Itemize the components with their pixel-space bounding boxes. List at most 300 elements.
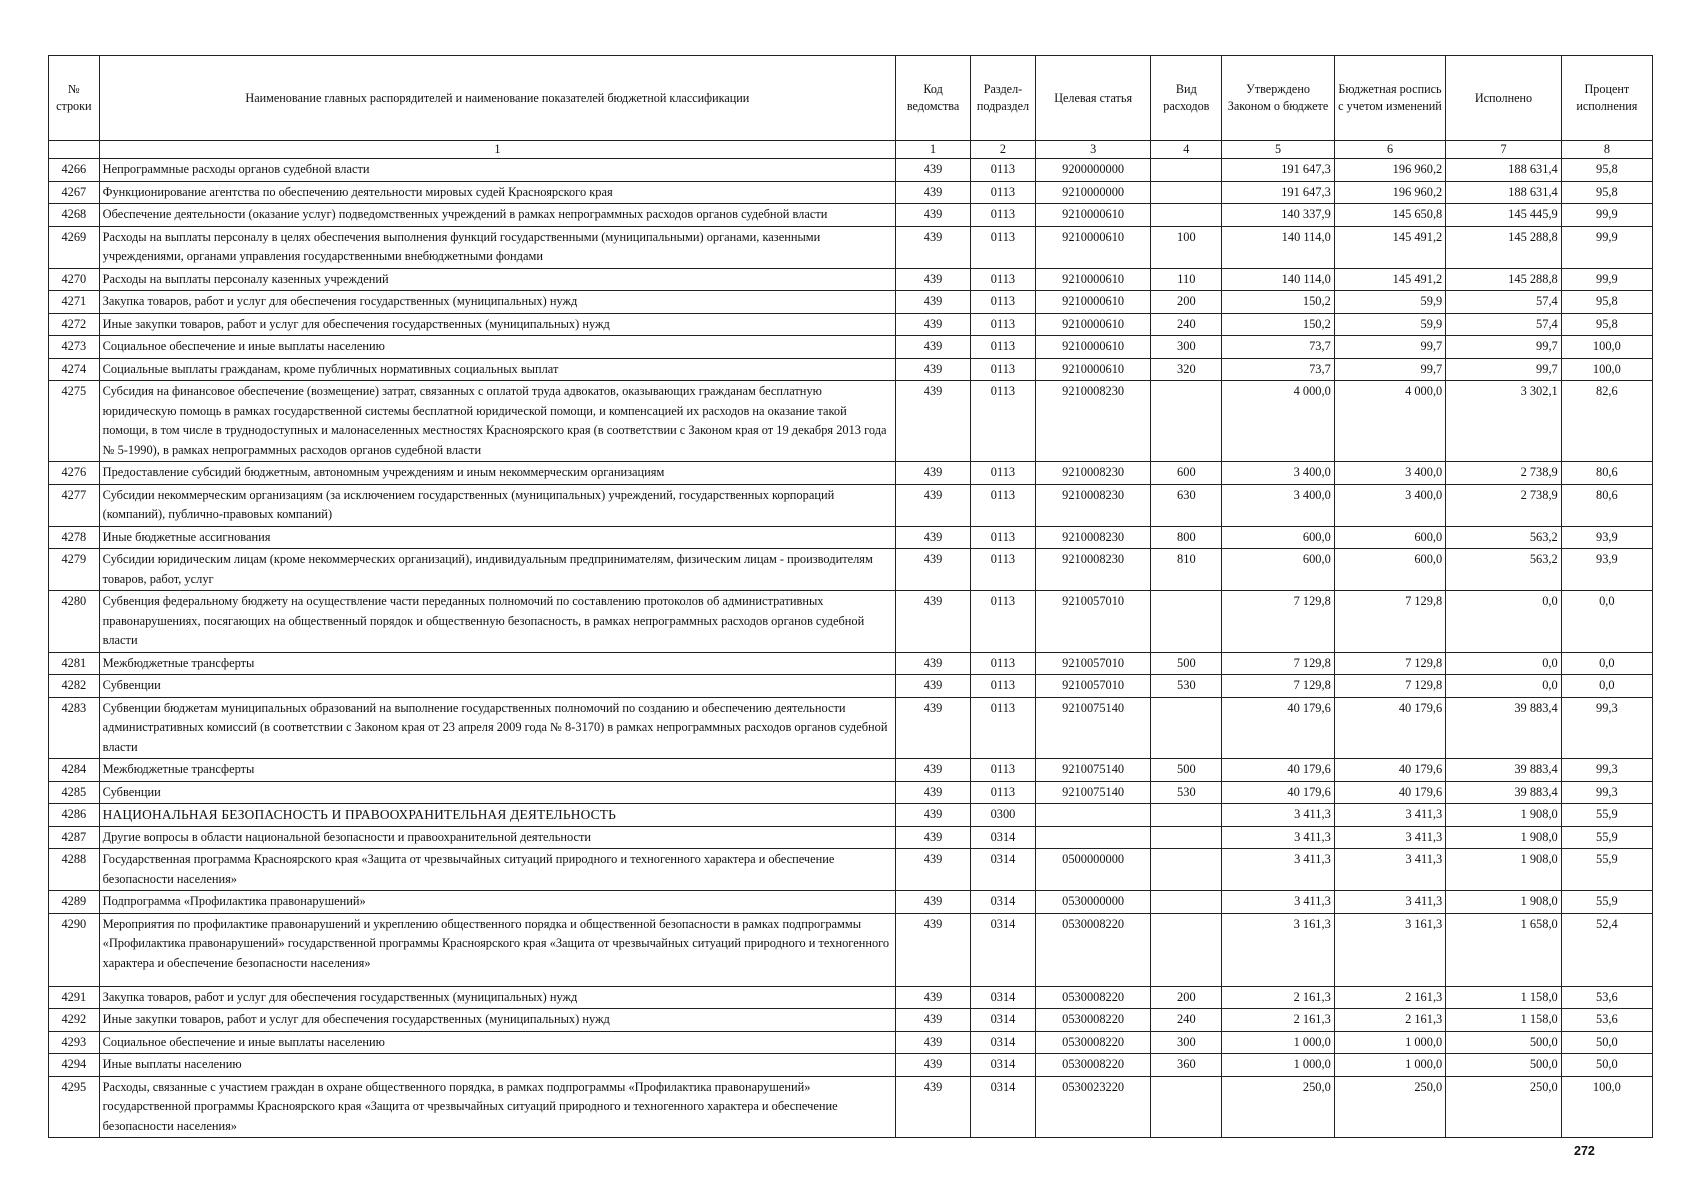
row-target: 0530008220 (1035, 1054, 1151, 1077)
row-expense-type: 500 (1151, 759, 1222, 782)
table-row (49, 313, 1653, 336)
row-percent: 95,8 (1561, 313, 1652, 336)
row-schedule: 4 000,0 (1334, 381, 1445, 462)
table-row (49, 336, 1653, 359)
row-expense-type: 200 (1151, 291, 1222, 314)
row-approved: 150,2 (1222, 313, 1334, 336)
row-percent: 100,0 (1561, 336, 1652, 359)
row-executed: 1 158,0 (1446, 986, 1562, 1009)
row-executed: 500,0 (1446, 1031, 1562, 1054)
row-section: 0113 (971, 381, 1036, 462)
row-number: 4288 (49, 849, 100, 891)
row-dept-code: 439 (896, 204, 971, 227)
row-approved: 40 179,6 (1222, 759, 1334, 782)
row-schedule: 2 161,3 (1334, 1009, 1445, 1032)
row-name: Субвенции (99, 675, 895, 698)
row-percent: 55,9 (1561, 891, 1652, 914)
column-number: 8 (1561, 141, 1652, 159)
row-schedule: 1 000,0 (1334, 1031, 1445, 1054)
row-expense-type: 600 (1151, 462, 1222, 485)
table-row (49, 826, 1653, 849)
row-name: Закупка товаров, работ и услуг для обеспечения государственных (муниципальных) нужд (99, 986, 895, 1009)
row-target (1035, 804, 1151, 827)
row-approved: 150,2 (1222, 291, 1334, 314)
row-expense-type (1151, 181, 1222, 204)
row-number: 4273 (49, 336, 100, 359)
row-approved: 3 400,0 (1222, 462, 1334, 485)
row-name: Государственная программа Красноярского края «Защита от чрезвычайных ситуаций природного и техногенного характера и обеспечение безопасности населения» (99, 849, 895, 891)
row-section: 0113 (971, 697, 1036, 759)
row-approved: 250,0 (1222, 1076, 1334, 1138)
table-row (49, 1009, 1653, 1032)
column-number: 1 (896, 141, 971, 159)
row-schedule: 59,9 (1334, 313, 1445, 336)
row-dept-code: 439 (896, 1054, 971, 1077)
row-number: 4290 (49, 913, 100, 986)
table-row (49, 891, 1653, 914)
row-executed: 39 883,4 (1446, 759, 1562, 782)
row-expense-type (1151, 697, 1222, 759)
row-executed: 0,0 (1446, 675, 1562, 698)
row-approved: 73,7 (1222, 358, 1334, 381)
table-row (49, 291, 1653, 314)
row-number: 4293 (49, 1031, 100, 1054)
row-dept-code: 439 (896, 484, 971, 526)
row-dept-code: 439 (896, 336, 971, 359)
row-section: 0113 (971, 526, 1036, 549)
row-section: 0314 (971, 1009, 1036, 1032)
row-expense-type: 630 (1151, 484, 1222, 526)
row-schedule: 145 491,2 (1334, 226, 1445, 268)
header-target: Целевая статья (1035, 56, 1151, 141)
table-row (49, 781, 1653, 804)
row-target: 9210008230 (1035, 381, 1151, 462)
row-percent: 99,9 (1561, 268, 1652, 291)
row-dept-code: 439 (896, 358, 971, 381)
row-schedule: 600,0 (1334, 549, 1445, 591)
row-schedule: 600,0 (1334, 526, 1445, 549)
row-name: НАЦИОНАЛЬНАЯ БЕЗОПАСНОСТЬ И ПРАВООХРАНИТЕЛЬНАЯ ДЕЯТЕЛЬНОСТЬ (99, 804, 895, 827)
row-schedule: 1 000,0 (1334, 1054, 1445, 1077)
row-name: Межбюджетные трансферты (99, 652, 895, 675)
row-percent: 100,0 (1561, 358, 1652, 381)
row-dept-code: 439 (896, 226, 971, 268)
row-expense-type: 320 (1151, 358, 1222, 381)
table-row (49, 986, 1653, 1009)
row-target: 9210075140 (1035, 697, 1151, 759)
row-executed: 500,0 (1446, 1054, 1562, 1077)
row-target: 9210008230 (1035, 549, 1151, 591)
table-row (49, 526, 1653, 549)
row-expense-type (1151, 204, 1222, 227)
row-number: 4283 (49, 697, 100, 759)
row-name: Другие вопросы в области национальной безопасности и правоохранительной деятельности (99, 826, 895, 849)
row-number: 4277 (49, 484, 100, 526)
row-number: 4294 (49, 1054, 100, 1077)
row-target: 0530023220 (1035, 1076, 1151, 1138)
row-schedule: 3 411,3 (1334, 826, 1445, 849)
table-row (49, 652, 1653, 675)
row-section: 0113 (971, 591, 1036, 653)
row-number: 4269 (49, 226, 100, 268)
row-expense-type: 240 (1151, 1009, 1222, 1032)
table-row (49, 675, 1653, 698)
row-percent: 55,9 (1561, 804, 1652, 827)
row-dept-code: 439 (896, 1009, 971, 1032)
row-dept-code: 439 (896, 291, 971, 314)
row-approved: 73,7 (1222, 336, 1334, 359)
table-row (49, 1076, 1653, 1138)
column-number (49, 141, 100, 159)
row-expense-type: 810 (1151, 549, 1222, 591)
column-number: 7 (1446, 141, 1562, 159)
row-name: Межбюджетные трансферты (99, 759, 895, 782)
row-percent: 53,6 (1561, 1009, 1652, 1032)
row-percent: 95,8 (1561, 291, 1652, 314)
row-executed: 188 631,4 (1446, 159, 1562, 182)
row-number: 4282 (49, 675, 100, 698)
row-target: 9210000610 (1035, 204, 1151, 227)
row-approved: 1 000,0 (1222, 1031, 1334, 1054)
row-number: 4272 (49, 313, 100, 336)
row-percent: 0,0 (1561, 591, 1652, 653)
row-section: 0113 (971, 181, 1036, 204)
row-schedule: 7 129,8 (1334, 591, 1445, 653)
column-number: 2 (971, 141, 1036, 159)
row-expense-type (1151, 826, 1222, 849)
row-name: Иные закупки товаров, работ и услуг для обеспечения государственных (муниципальных) нужд (99, 1009, 895, 1032)
row-number: 4285 (49, 781, 100, 804)
table-header-row (49, 56, 1653, 141)
row-executed: 188 631,4 (1446, 181, 1562, 204)
row-dept-code: 439 (896, 849, 971, 891)
row-name: Субсидия на финансовое обеспечение (возмещение) затрат, связанных с оплатой труда адвокатов, оказывающих гражданам бесплатную юридическую помощь в рамках государственной системы бесплатной юридической помощи, и компенсацией их расходов на оказание такой помощи, в том числе в труднодоступных и малонаселенных местностях Красноярского края (в соответствии с Законом края от 19 декабря 2013 года № 5-1990), в рамках непрограммных расходов органов судебной власти (99, 381, 895, 462)
row-section: 0300 (971, 804, 1036, 827)
row-approved: 3 411,3 (1222, 804, 1334, 827)
row-name: Иные закупки товаров, работ и услуг для обеспечения государственных (муниципальных) нужд (99, 313, 895, 336)
row-dept-code: 439 (896, 891, 971, 914)
row-percent: 82,6 (1561, 381, 1652, 462)
row-schedule: 145 650,8 (1334, 204, 1445, 227)
row-name: Мероприятия по профилактике правонарушений и укреплению общественного порядка и общественной безопасности в рамках подпрограммы «Профилактика правонарушений» государственной программы Красноярского края «Защита от чрезвычайных ситуаций природного и техногенного характера и обеспечение безопасности населения» (99, 913, 895, 986)
row-section: 0113 (971, 159, 1036, 182)
row-dept-code: 439 (896, 549, 971, 591)
budget-table (48, 55, 1653, 1138)
row-target (1035, 826, 1151, 849)
row-executed: 57,4 (1446, 291, 1562, 314)
row-name: Субвенция федеральному бюджету на осуществление части переданных полномочий по составлению протоколов об административных правонарушениях, посягающих на общественный порядок и общественную безопасность, в рамках непрограммных расходов органов судебной власти (99, 591, 895, 653)
row-schedule: 3 411,3 (1334, 891, 1445, 914)
row-approved: 2 161,3 (1222, 1009, 1334, 1032)
column-number: 6 (1334, 141, 1445, 159)
row-expense-type: 530 (1151, 781, 1222, 804)
row-executed: 0,0 (1446, 652, 1562, 675)
header-schedule: Бюджетная роспись с учетом изменений (1334, 56, 1445, 141)
row-executed: 1 908,0 (1446, 891, 1562, 914)
row-executed: 2 738,9 (1446, 462, 1562, 485)
row-name: Иные выплаты населению (99, 1054, 895, 1077)
row-executed: 99,7 (1446, 358, 1562, 381)
table-body (49, 159, 1653, 1138)
row-number: 4275 (49, 381, 100, 462)
row-approved: 3 411,3 (1222, 826, 1334, 849)
row-target: 9210008230 (1035, 526, 1151, 549)
row-number: 4276 (49, 462, 100, 485)
row-target: 0530000000 (1035, 891, 1151, 914)
row-name: Субсидии юридическим лицам (кроме некоммерческих организаций), индивидуальным предпринимателям, физическим лицам - производителям товаров, работ, услуг (99, 549, 895, 591)
row-name: Расходы на выплаты персоналу в целях обеспечения выполнения функций государственными (муниципальными) органами, казенными учреждениями, органами управления государственными внебюджетными фондами (99, 226, 895, 268)
row-percent: 99,3 (1561, 759, 1652, 782)
row-percent: 50,0 (1561, 1031, 1652, 1054)
row-approved: 40 179,6 (1222, 781, 1334, 804)
row-number: 4278 (49, 526, 100, 549)
row-target: 0530008220 (1035, 913, 1151, 986)
row-schedule: 3 411,3 (1334, 849, 1445, 891)
row-name: Социальное обеспечение и иные выплаты населению (99, 336, 895, 359)
row-section: 0314 (971, 986, 1036, 1009)
row-section: 0113 (971, 675, 1036, 698)
row-section: 0314 (971, 1054, 1036, 1077)
row-approved: 191 647,3 (1222, 181, 1334, 204)
row-approved: 600,0 (1222, 549, 1334, 591)
row-dept-code: 439 (896, 781, 971, 804)
row-name: Расходы, связанные с участием граждан в охране общественного порядка, в рамках подпрограммы «Профилактика правонарушений» государственной программы Красноярского края «Защита от чрезвычайных ситуаций природного и техногенного характера и обеспечение безопасности населения» (99, 1076, 895, 1138)
row-target: 9200000000 (1035, 159, 1151, 182)
row-number: 4295 (49, 1076, 100, 1138)
row-name: Обеспечение деятельности (оказание услуг) подведомственных учреждений в рамках непрограммных расходов органов судебной власти (99, 204, 895, 227)
row-expense-type (1151, 591, 1222, 653)
row-percent: 0,0 (1561, 652, 1652, 675)
row-section: 0113 (971, 549, 1036, 591)
row-approved: 3 411,3 (1222, 849, 1334, 891)
row-target: 0530008220 (1035, 986, 1151, 1009)
column-number: 4 (1151, 141, 1222, 159)
table-row (49, 462, 1653, 485)
row-approved: 3 161,3 (1222, 913, 1334, 986)
table-row (49, 1054, 1653, 1077)
table-row (49, 226, 1653, 268)
row-schedule: 59,9 (1334, 291, 1445, 314)
table-row (49, 381, 1653, 462)
row-section: 0314 (971, 1076, 1036, 1138)
row-schedule: 196 960,2 (1334, 181, 1445, 204)
row-number: 4281 (49, 652, 100, 675)
row-name: Закупка товаров, работ и услуг для обеспечения государственных (муниципальных) нужд (99, 291, 895, 314)
row-number: 4286 (49, 804, 100, 827)
row-section: 0113 (971, 484, 1036, 526)
row-approved: 140 337,9 (1222, 204, 1334, 227)
row-approved: 40 179,6 (1222, 697, 1334, 759)
table-row (49, 484, 1653, 526)
row-section: 0113 (971, 358, 1036, 381)
row-approved: 3 400,0 (1222, 484, 1334, 526)
row-percent: 50,0 (1561, 1054, 1652, 1077)
row-dept-code: 439 (896, 313, 971, 336)
row-expense-type (1151, 804, 1222, 827)
row-target: 9210008230 (1035, 462, 1151, 485)
row-section: 0314 (971, 891, 1036, 914)
table-row (49, 268, 1653, 291)
row-dept-code: 439 (896, 462, 971, 485)
row-schedule: 3 411,3 (1334, 804, 1445, 827)
row-schedule: 196 960,2 (1334, 159, 1445, 182)
row-percent: 99,9 (1561, 226, 1652, 268)
row-percent: 99,9 (1561, 204, 1652, 227)
row-schedule: 145 491,2 (1334, 268, 1445, 291)
row-dept-code: 439 (896, 159, 971, 182)
row-executed: 145 288,8 (1446, 268, 1562, 291)
row-target: 9210000610 (1035, 313, 1151, 336)
row-executed: 250,0 (1446, 1076, 1562, 1138)
row-percent: 55,9 (1561, 849, 1652, 891)
row-target: 9210000610 (1035, 226, 1151, 268)
row-executed: 1 658,0 (1446, 913, 1562, 986)
row-percent: 80,6 (1561, 484, 1652, 526)
row-percent: 99,3 (1561, 697, 1652, 759)
row-expense-type: 200 (1151, 986, 1222, 1009)
row-dept-code: 439 (896, 759, 971, 782)
row-section: 0113 (971, 652, 1036, 675)
row-schedule: 40 179,6 (1334, 759, 1445, 782)
row-schedule: 2 161,3 (1334, 986, 1445, 1009)
row-section: 0113 (971, 462, 1036, 485)
row-dept-code: 439 (896, 181, 971, 204)
header-section: Раздел-подраздел (971, 56, 1036, 141)
row-number: 4271 (49, 291, 100, 314)
row-dept-code: 439 (896, 986, 971, 1009)
row-name: Функционирование агентства по обеспечению деятельности мировых судей Красноярского края (99, 181, 895, 204)
row-target: 9210075140 (1035, 781, 1151, 804)
row-expense-type: 240 (1151, 313, 1222, 336)
row-executed: 1 908,0 (1446, 849, 1562, 891)
row-dept-code: 439 (896, 268, 971, 291)
row-section: 0113 (971, 291, 1036, 314)
column-number: 3 (1035, 141, 1151, 159)
row-target: 0530008220 (1035, 1009, 1151, 1032)
row-schedule: 99,7 (1334, 358, 1445, 381)
table-row (49, 1031, 1653, 1054)
row-expense-type: 500 (1151, 652, 1222, 675)
table-row (49, 804, 1653, 827)
row-expense-type (1151, 1076, 1222, 1138)
row-number: 4289 (49, 891, 100, 914)
row-expense-type (1151, 381, 1222, 462)
row-name: Предоставление субсидий бюджетным, автономным учреждениям и иным некоммерческим организациям (99, 462, 895, 485)
header-row-no: № строки (49, 56, 100, 141)
row-percent: 52,4 (1561, 913, 1652, 986)
row-section: 0314 (971, 913, 1036, 986)
row-expense-type (1151, 849, 1222, 891)
row-dept-code: 439 (896, 1076, 971, 1138)
row-section: 0314 (971, 1031, 1036, 1054)
row-dept-code: 439 (896, 526, 971, 549)
row-dept-code: 439 (896, 826, 971, 849)
header-executed: Исполнено (1446, 56, 1562, 141)
row-executed: 3 302,1 (1446, 381, 1562, 462)
table-row (49, 358, 1653, 381)
row-expense-type: 360 (1151, 1054, 1222, 1077)
row-number: 4266 (49, 159, 100, 182)
row-number: 4291 (49, 986, 100, 1009)
row-expense-type: 300 (1151, 336, 1222, 359)
row-section: 0314 (971, 849, 1036, 891)
row-target: 0530008220 (1035, 1031, 1151, 1054)
header-percent: Процент исполнения (1561, 56, 1652, 141)
table-row (49, 849, 1653, 891)
header-expense-type: Вид расходов (1151, 56, 1222, 141)
row-name: Расходы на выплаты персоналу казенных учреждений (99, 268, 895, 291)
row-expense-type: 300 (1151, 1031, 1222, 1054)
row-dept-code: 439 (896, 591, 971, 653)
row-name: Социальное обеспечение и иные выплаты населению (99, 1031, 895, 1054)
row-schedule: 40 179,6 (1334, 697, 1445, 759)
row-schedule: 7 129,8 (1334, 675, 1445, 698)
row-approved: 191 647,3 (1222, 159, 1334, 182)
row-executed: 0,0 (1446, 591, 1562, 653)
header-name: Наименование главных распорядителей и наименование показателей бюджетной классификации (99, 56, 895, 141)
row-executed: 2 738,9 (1446, 484, 1562, 526)
row-approved: 3 411,3 (1222, 891, 1334, 914)
table-row (49, 181, 1653, 204)
budget-sheet (48, 55, 1653, 1138)
table-row (49, 591, 1653, 653)
table-row (49, 697, 1653, 759)
row-dept-code: 439 (896, 652, 971, 675)
row-expense-type: 800 (1151, 526, 1222, 549)
row-approved: 7 129,8 (1222, 591, 1334, 653)
row-number: 4284 (49, 759, 100, 782)
row-name: Субвенции (99, 781, 895, 804)
row-approved: 140 114,0 (1222, 268, 1334, 291)
row-section: 0113 (971, 759, 1036, 782)
row-target: 9210008230 (1035, 484, 1151, 526)
header-dept-code: Код ведомства (896, 56, 971, 141)
page-number: 272 (1574, 1144, 1595, 1158)
table-row (49, 913, 1653, 986)
table-row (49, 549, 1653, 591)
row-executed: 39 883,4 (1446, 697, 1562, 759)
row-dept-code: 439 (896, 804, 971, 827)
row-number: 4280 (49, 591, 100, 653)
row-schedule: 99,7 (1334, 336, 1445, 359)
row-number: 4287 (49, 826, 100, 849)
row-expense-type (1151, 891, 1222, 914)
row-section: 0314 (971, 826, 1036, 849)
row-percent: 93,9 (1561, 526, 1652, 549)
row-executed: 57,4 (1446, 313, 1562, 336)
header-approved: Утверждено Законом о бюджете (1222, 56, 1334, 141)
row-executed: 99,7 (1446, 336, 1562, 359)
row-section: 0113 (971, 268, 1036, 291)
row-target: 9210000610 (1035, 291, 1151, 314)
row-dept-code: 439 (896, 913, 971, 986)
row-target: 9210057010 (1035, 675, 1151, 698)
row-name: Субвенции бюджетам муниципальных образований на выполнение государственных полномочий по созданию и обеспечению деятельности административных комиссий (в соответствии с Законом края от 23 апреля 2009 года № 8-3170) в рамках непрограммных расходов органов судебной власти (99, 697, 895, 759)
row-expense-type: 100 (1151, 226, 1222, 268)
table-row (49, 159, 1653, 182)
row-percent: 99,3 (1561, 781, 1652, 804)
row-approved: 140 114,0 (1222, 226, 1334, 268)
row-approved: 7 129,8 (1222, 652, 1334, 675)
row-number: 4270 (49, 268, 100, 291)
table-row (49, 204, 1653, 227)
row-expense-type (1151, 913, 1222, 986)
row-name: Социальные выплаты гражданам, кроме публичных нормативных социальных выплат (99, 358, 895, 381)
row-expense-type: 110 (1151, 268, 1222, 291)
row-approved: 1 000,0 (1222, 1054, 1334, 1077)
row-dept-code: 439 (896, 381, 971, 462)
row-number: 4268 (49, 204, 100, 227)
